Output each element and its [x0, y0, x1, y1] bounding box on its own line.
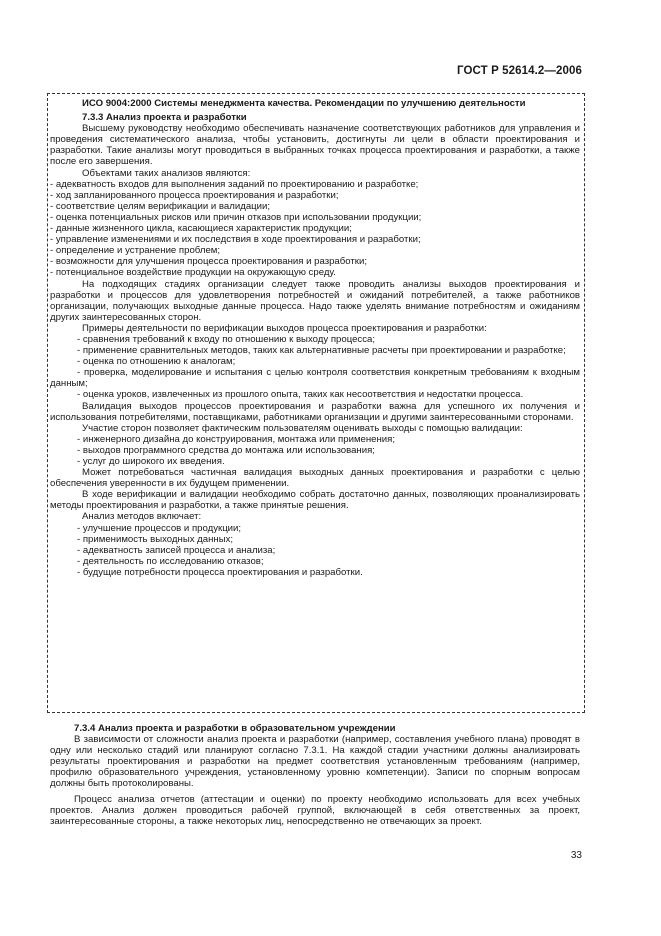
list-item: - сравнения требований к входу по отношению к выходу процесса;	[77, 333, 376, 345]
page-number: 33	[570, 850, 582, 861]
list-item: - определение и устранение проблем;	[50, 245, 221, 257]
paragraph: Примеры деятельности по верификации выходов процесса проектирования и разработки:	[82, 322, 487, 334]
list-item: - оценка потенциальных рисков или причин отказов при использовании продукции;	[50, 211, 422, 223]
paragraph: Объектами таких анализов являются:	[82, 167, 251, 179]
list-methods-review	[50, 523, 580, 578]
list-item: - инженерного дизайна до конструирования, монтажа или применения;	[77, 433, 396, 445]
list-item: - потенциальное воздействие продукции на окружающую среду.	[50, 267, 336, 279]
list-item: - соответствие целям верификации и валидации;	[50, 200, 271, 212]
list-item: - возможности для улучшения процесса проектирования и разработки;	[50, 256, 368, 268]
section-7-3-4	[50, 723, 580, 827]
list-item: - адекватность записей процесса и анализа;	[77, 544, 276, 556]
paragraph: Валидация выходов процессов проектирования и разработки важна для успешного их получения и использования потребителями, поставщиками, работниками организации и другими заинтересованными сторонами.	[50, 400, 580, 423]
section-heading-7-3-3: 7.3.3 Анализ проекта и разработки	[82, 112, 247, 124]
list-item: - применение сравнительных методов, таких как альтернативные расчеты при проектировании и разработке;	[77, 345, 566, 357]
list-item: - применимость выходных данных;	[77, 533, 234, 545]
paragraph: В ходе верификации и валидации необходимо собрать достаточно данных, позволяющих проанализировать методы проектирования и разработки, а также принятые решения.	[50, 489, 580, 512]
list-verification-examples	[50, 334, 580, 401]
list-item: - улучшение процессов и продукции;	[77, 522, 242, 534]
paragraph: На подходящих стадиях организации следует также проводить анализы выходов проектирования и разработки и процессов для удовлетворения потребностей и ожиданий потребителей, а также работников организации, получающих выходные данные процесса. Надо также уделять внимание потребностям и ожиданиям других заинтересованных сторон.	[50, 278, 580, 323]
document-code: ГОСТ Р 52614.2—2006	[457, 65, 582, 77]
list-item: - выходов программного средства до монтажа или использования;	[77, 444, 375, 456]
section-heading-7-3-4: 7.3.4 Анализ проекта и разработки в образовательном учреждении	[74, 723, 396, 734]
list-validation	[50, 434, 580, 467]
list-item: - данные жизненного цикла, касающиеся характеристик продукции;	[50, 223, 352, 235]
list-item: - адекватность входов для выполнения заданий по проектированию и разработке;	[50, 178, 419, 190]
paragraph: Анализ методов включает:	[82, 511, 202, 523]
list-item: - управление изменениями и их последствия в ходе проектирования и разработки;	[50, 234, 421, 246]
paragraph: Процесс анализа отчетов (аттестации и оценки) по проекту необходимо использовать для всех учебных проектов. Анализ должен проводиться рабочей группой, включающей в себя ответственных за проект, заинтересованные стороны, а также некоторых лиц, непосредственно не отвечающих за проект.	[50, 793, 580, 827]
list-item: - деятельность по исследованию отказов;	[77, 555, 264, 567]
iso-quote-content	[50, 98, 580, 578]
list-item: - проверка, моделирование и испытания с целью контроля соответствия конкретным требованиям к входным данным;	[50, 367, 580, 390]
list-item: - оценка уроков, извлеченных из прошлого опыта, таких как несоответствия и недостатки процесса.	[77, 389, 524, 401]
list-item: - услуг до широкого их введения.	[77, 456, 225, 467]
paragraph: Высшему руководству необходимо обеспечивать назначение соответствующих работников для управления и проведения систематического анализа, чтобы установить, достигнуты ли цели в области проектирования и разработки. Такие анализы могут проводиться в выбранных точках процесса проектирования и разработки, а также после его завершения.	[50, 123, 580, 168]
paragraph: В зависимости от сложности анализ проекта и разработки (например, составления учебного плана) проводят в одну или несколько стадий или планируют согласно 7.3.1. На каждой стадии участники должны анализировать результаты проектирования и разработки на предмет соответствия установленным требованиям (например, профилю образовательного учреждения, установленному уровню компетенции). Записи по спорным вопросам должны быть протоколированы.	[50, 734, 580, 790]
list-item: - будущие потребности процесса проектирования и разработки.	[77, 566, 363, 578]
list-review-objects	[50, 179, 580, 279]
list-item: - ход запланированного процесса проектирования и разработки;	[50, 189, 339, 201]
paragraph: Может потребоваться частичная валидация выходных данных проектирования и разработки с целью обеспечения уверенности в их будущем применении.	[50, 467, 580, 490]
paragraph: Участие сторон позволяет фактическим пользователям оценивать выходы с помощью валидации:	[82, 422, 523, 434]
list-item: - оценка по отношению к аналогам;	[77, 356, 236, 368]
iso-quote-title: ИСО 9004:2000 Системы менеджмента качества. Рекомендации по улучшению деятельности	[82, 98, 526, 109]
